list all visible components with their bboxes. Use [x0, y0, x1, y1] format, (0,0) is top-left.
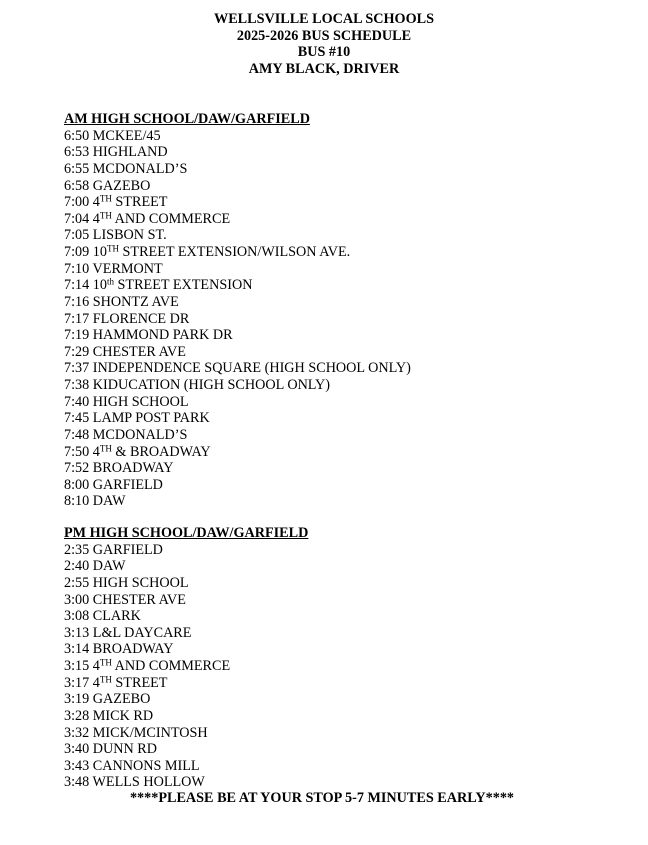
schedule-stop [64, 542, 308, 559]
schedule-stop [64, 592, 308, 609]
am-stop-list [64, 128, 411, 510]
early-arrival-notice: ****PLEASE BE AT YOUR STOP 5-7 MINUTES EARLY**** [129, 790, 515, 806]
ordinal-suffix: TH [99, 657, 112, 668]
schedule-stop [64, 575, 308, 592]
stop-location: MCDONALD’S [92, 160, 188, 177]
stop-time: 3:15 [64, 658, 90, 674]
driver-name: AMY BLACK, DRIVER [248, 60, 400, 77]
stop-location: L&L DAYCARE [92, 624, 192, 641]
schedule-stop [64, 144, 411, 161]
ordinal-suffix: th [106, 276, 114, 287]
stop-time: 7:29 [64, 343, 90, 360]
stop-location-rest: STREET EXTENSION [113, 277, 253, 294]
schedule-stop [64, 444, 411, 461]
stop-location: 4 [92, 674, 100, 691]
stop-location: GARFIELD [92, 476, 163, 493]
ordinal-suffix: TH [99, 193, 112, 204]
schedule-stop [64, 311, 411, 328]
schedule-stop [64, 128, 411, 145]
schedule-stop [64, 758, 308, 775]
schedule-stop [64, 725, 308, 742]
stop-time: 7:14 [64, 277, 90, 294]
stop-location: HAMMOND PARK DR [92, 327, 233, 344]
stop-location: GAZEBO [92, 177, 151, 194]
stop-location: 10 [92, 277, 107, 294]
stop-location: FLORENCE DR [92, 310, 190, 327]
stop-time: 3:13 [64, 624, 90, 641]
stop-time: 3:48 [64, 774, 90, 791]
schedule-stop [64, 708, 308, 725]
stop-location: HIGHLAND [92, 144, 168, 161]
stop-time: 3:19 [64, 691, 90, 708]
schedule-stop [64, 261, 411, 278]
stop-location: WELLS HOLLOW [92, 774, 205, 791]
stop-time: 3:43 [64, 757, 90, 774]
pm-schedule-section [64, 525, 308, 791]
stop-location: 4 [92, 194, 100, 211]
stop-location: INDEPENDENCE SQUARE (HIGH SCHOOL ONLY) [92, 360, 411, 377]
stop-time: 2:55 [64, 574, 90, 591]
schedule-stop [64, 410, 411, 427]
stop-location: GAZEBO [92, 691, 151, 708]
stop-time: 2:40 [64, 558, 90, 575]
stop-time: 7:52 [64, 460, 90, 477]
stop-time: 7:48 [64, 426, 90, 443]
schedule-stop [64, 277, 411, 294]
stop-location: MCKEE/45 [92, 127, 161, 144]
schedule-stop [64, 675, 308, 692]
schedule-stop [64, 194, 411, 211]
ordinal-suffix: TH [99, 674, 112, 685]
stop-location: 4 [92, 443, 100, 460]
schedule-stop [64, 558, 308, 575]
schedule-stop [64, 294, 411, 311]
stop-time: 7:09 [64, 244, 90, 260]
stop-location: LAMP POST PARK [92, 410, 210, 427]
stop-time: 6:53 [64, 144, 90, 161]
stop-time: 6:55 [64, 160, 90, 177]
ordinal-suffix: TH [106, 243, 119, 254]
stop-location: VERMONT [92, 260, 163, 277]
stop-location: CHESTER AVE [92, 591, 186, 608]
stop-location-rest: STREET EXTENSION/WILSON AVE. [118, 244, 351, 260]
stop-time: 3:28 [64, 707, 90, 724]
schedule-stop [64, 211, 411, 228]
schedule-stop [64, 608, 308, 625]
stop-location: GARFIELD [92, 541, 163, 558]
stop-time: 8:10 [64, 493, 90, 510]
stop-location: KIDUCATION (HIGH SCHOOL ONLY) [92, 377, 331, 393]
schedule-stop [64, 360, 411, 377]
stop-time: 7:04 [64, 210, 90, 227]
schedule-stop [64, 377, 411, 394]
stop-time: 7:38 [64, 377, 90, 393]
schedule-stop [64, 625, 308, 642]
stop-location: CHESTER AVE [92, 343, 186, 360]
stop-location: 4 [92, 210, 100, 227]
stop-location: SHONTZ AVE [92, 293, 179, 310]
stop-time: 3:40 [64, 741, 90, 758]
schedule-stop [64, 427, 411, 444]
stop-time: 7:17 [64, 310, 90, 327]
schedule-stop [64, 493, 411, 510]
document-header [0, 11, 648, 77]
schedule-stop [64, 327, 411, 344]
schedule-stop [64, 641, 308, 658]
stop-time: 7:50 [64, 443, 90, 460]
pm-stop-list [64, 542, 308, 791]
stop-time: 6:58 [64, 177, 90, 194]
schedule-title: 2025-2026 BUS SCHEDULE [236, 27, 412, 44]
stop-location: MICK/MCINTOSH [92, 724, 208, 741]
stop-time: 7:19 [64, 327, 90, 344]
stop-location: HIGH SCHOOL [92, 574, 189, 591]
stop-location-rest: & BROADWAY [111, 443, 211, 460]
stop-location: MCDONALD’S [92, 426, 188, 443]
stop-location: DUNN RD [92, 741, 158, 758]
stop-location-rest: AND COMMERCE [111, 210, 231, 227]
stop-location-rest: STREET [111, 194, 168, 211]
schedule-stop [64, 460, 411, 477]
schedule-stop [64, 394, 411, 411]
stop-location: CLARK [92, 608, 141, 625]
district-name: WELLSVILLE LOCAL SCHOOLS [214, 11, 434, 27]
stop-time: 7:45 [64, 410, 90, 427]
stop-time: 3:08 [64, 608, 90, 625]
schedule-stop [64, 658, 308, 675]
ordinal-suffix: TH [99, 210, 112, 221]
ordinal-suffix: TH [99, 443, 112, 453]
stop-time: 7:10 [64, 260, 90, 277]
stop-location: 4 [92, 658, 100, 674]
schedule-stop [64, 244, 411, 261]
stop-location: 10 [92, 244, 107, 260]
stop-location: HIGH SCHOOL [92, 393, 189, 410]
stop-location: DAW [92, 558, 126, 575]
stop-time: 7:05 [64, 227, 90, 244]
stop-time: 6:50 [64, 127, 90, 144]
stop-location-rest: STREET [111, 674, 168, 691]
schedule-stop [64, 178, 411, 195]
schedule-stop [64, 774, 308, 791]
stop-time: 7:37 [64, 360, 90, 377]
stop-time: 3:32 [64, 724, 90, 741]
am-schedule-section [64, 111, 411, 510]
schedule-stop [64, 227, 411, 244]
pm-section-title: PM HIGH SCHOOL/DAW/GARFIELD [64, 525, 309, 541]
bus-number: BUS #10 [297, 44, 351, 61]
stop-location: BROADWAY [92, 641, 174, 658]
stop-time: 7:40 [64, 393, 90, 410]
schedule-stop [64, 691, 308, 708]
stop-time: 3:17 [64, 674, 90, 691]
schedule-stop [64, 741, 308, 758]
stop-location: MICK RD [92, 707, 154, 724]
stop-time: 7:00 [64, 194, 90, 211]
stop-time: 7:16 [64, 293, 90, 310]
stop-location: LISBON ST. [92, 227, 167, 244]
stop-time: 3:14 [64, 641, 90, 658]
schedule-stop [64, 477, 411, 494]
stop-time: 3:00 [64, 591, 90, 608]
schedule-stop [64, 344, 411, 361]
stop-time: 8:00 [64, 476, 90, 493]
stop-location: BROADWAY [92, 460, 174, 477]
schedule-stop [64, 161, 411, 178]
stop-time: 2:35 [64, 541, 90, 558]
am-section-title: AM HIGH SCHOOL/DAW/GARFIELD [64, 111, 310, 127]
stop-location: CANNONS MILL [92, 757, 200, 774]
stop-location: DAW [92, 493, 126, 510]
stop-location-rest: AND COMMERCE [111, 658, 231, 674]
